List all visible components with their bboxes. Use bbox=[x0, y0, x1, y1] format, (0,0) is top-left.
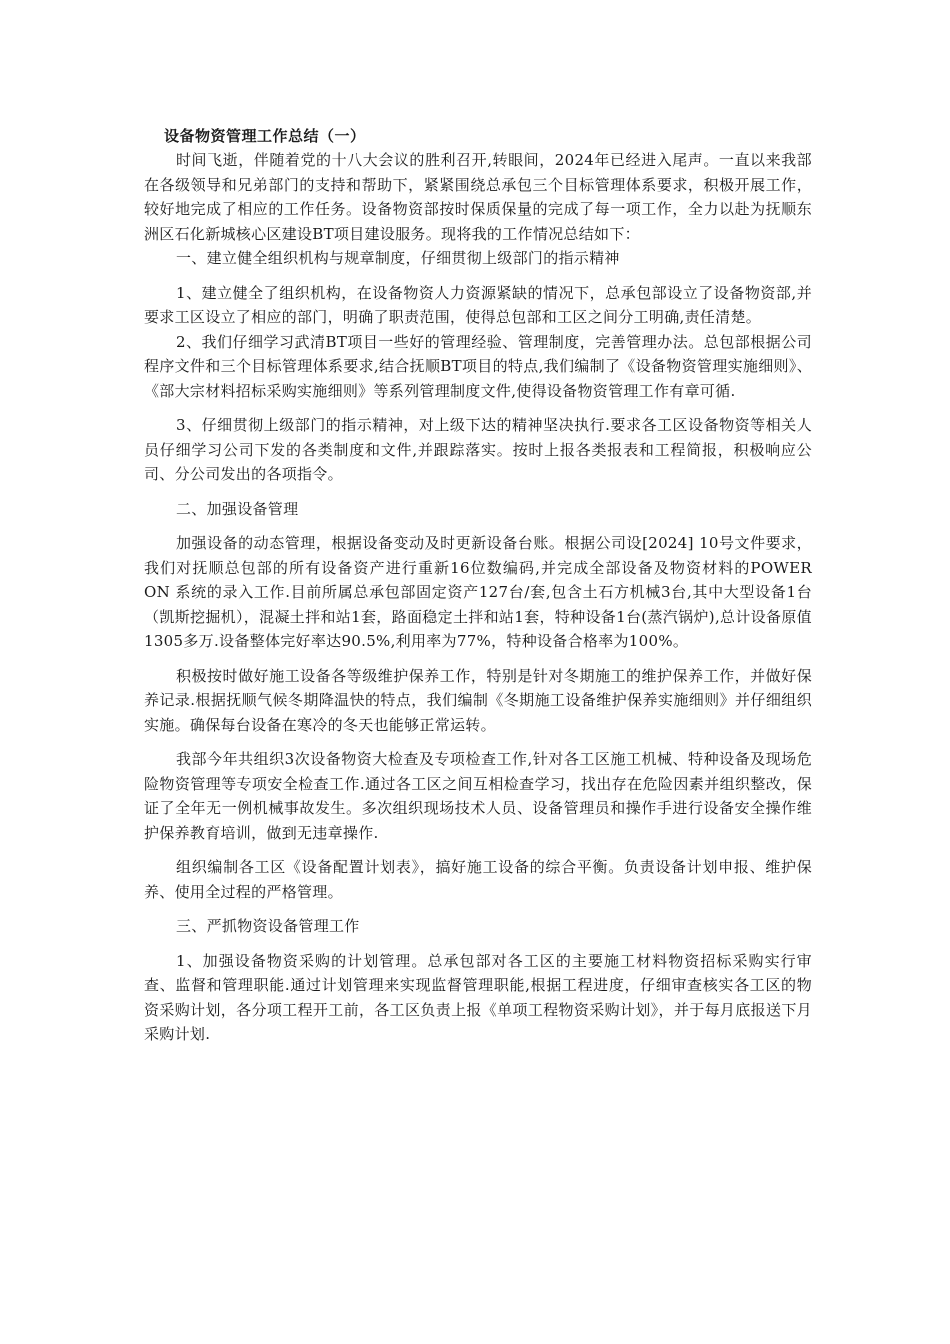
paragraph-1-1: 1、建立健全了组织机构，在设备物资人力资源紧缺的情况下，总承包部设立了设备物资部,并要求工区设立了相应的部门，明确了职责范围，使得总包部和工区之间分工明确,责任清楚。 bbox=[144, 283, 812, 326]
paragraph-3-1: 1、加强设备物资采购的计划管理。总承包部对各工区的主要施工材料物资招标采购实行审查、监督和管理职能.通过计划管理来实现监督管理职能,根据工程进度，仔细审查核实各工区的物资采购计划，各分项工程开工前，各工区负责上报《单项工程物资采购计划》，并于每月底报送下月采购计划. bbox=[144, 951, 812, 1043]
paragraph-2-3: 我部今年共组织3次设备物资大检查及专项检查工作,针对各工区施工机械、特种设备及现场危险物资管理等专项安全检查工作.通过各工区之间互相检查学习，找出存在危险因素并组织整改，保证了全年无一例机械事故发生。多次组织现场技术人员、设备管理员和操作手进行设备安全操作维护保养教育培训，做到无违章操作. bbox=[144, 750, 812, 842]
paragraph-2-1: 加强设备的动态管理，根据设备变动及时更新设备台账。根据公司设[2024] 10号文件要求，我们对抚顺总包部的所有设备资产进行重新16位数编码,并完成全部设备及物资材料的POWER ON 系统的录入工作.目前所属总承包部固定资产127台/套,包含土石方机械3台,其中大型设备1台（凯斯挖掘机），混凝土拌和站1套，路面稳定土拌和站1套，特种设备1台(蒸汽锅炉),总计设备原值1305多万.设备整体完好率达90.5%,利用率为77%，特种设备合格率为100%。 bbox=[144, 534, 812, 650]
document-page bbox=[144, 124, 812, 1047]
section-heading-3: 三、严抓物资设备管理工作 bbox=[176, 917, 360, 935]
section-heading-1: 一、建立健全组织机构与规章制度，仔细贯彻上级部门的指示精神 bbox=[176, 249, 620, 267]
paragraph-2-4: 组织编制各工区《设备配置计划表》，搞好施工设备的综合平衡。负责设备计划申报、维护保养、使用全过程的严格管理。 bbox=[144, 858, 812, 901]
section-heading-2: 二、加强设备管理 bbox=[176, 499, 299, 518]
paragraph-1-3: 3、仔细贯彻上级部门的指示精神，对上级下达的精神坚决执行.要求各工区设备物资等相关人员仔细学习公司下发的各类制度和文件,并跟踪落实。按时上报各类报表和工程简报，积极响应公司、分公司发出的各项指令。 bbox=[144, 416, 812, 483]
intro-paragraph: 时间飞逝，伴随着党的十八大会议的胜利召开,转眼间，2024年已经进入尾声。一直以来我部在各级领导和兄弟部门的支持和帮助下，紧紧围绕总承包三个目标管理体系要求，积极开展工作，较好地完成了相应的工作任务。设备物资部按时保质保量的完成了每一项工作，全力以赴为抚顺东洲区石化新城核心区建设BT项目建设服务。现将我的工作情况总结如下： bbox=[144, 151, 812, 243]
document-title: 设备物资管理工作总结（一） bbox=[164, 127, 366, 145]
paragraph-2-2: 积极按时做好施工设备各等级维护保养工作，特别是针对冬期施工的维护保养工作，并做好保养记录.根据抚顺气候冬期降温快的特点，我们编制《冬期施工设备维护保养实施细则》并仔细组织实施。确保每台设备在寒冷的冬天也能够正常运转。 bbox=[144, 666, 812, 734]
paragraph-1-2: 2、我们仔细学习武清BT项目一些好的管理经验、管理制度，完善管理办法。总包部根据公司程序文件和三个目标管理体系要求,结合抚顺BT项目的特点,我们编制了《设备物资管理实施细则》、《部大宗材料招标采购实施细则》等系列管理制度文件,使得设备物资管理工作有章可循. bbox=[144, 332, 812, 400]
